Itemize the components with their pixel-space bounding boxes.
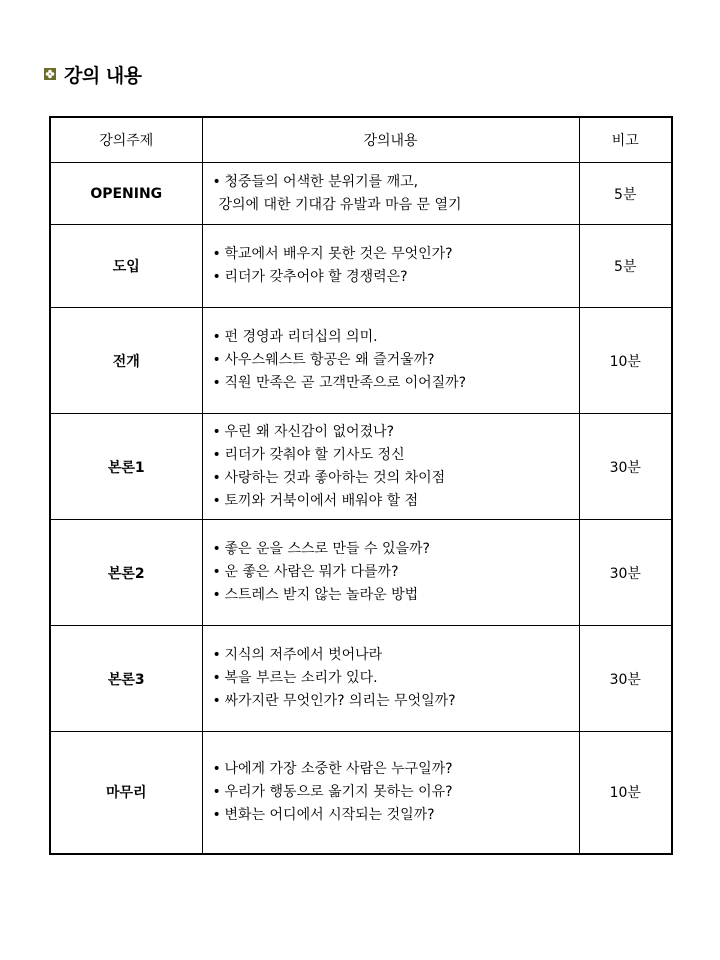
row-content (202, 732, 579, 854)
lecture-table (49, 116, 673, 855)
row-topic: 마무리 (50, 732, 202, 854)
table-row (50, 163, 672, 225)
row-topic: 도입 (50, 225, 202, 308)
header-content: 강의내용 (202, 117, 579, 163)
table-row (50, 308, 672, 414)
row-content (202, 308, 579, 414)
list-item: • 스트레스 받지 않는 놀라운 방법 (212, 587, 419, 603)
list-item: • 펀 경영과 리더십의 의미. (212, 329, 378, 345)
row-note: 5분 (579, 163, 672, 225)
row-note: 30분 (579, 414, 672, 520)
row-topic: 전개 (50, 308, 202, 414)
table-header-row (50, 117, 672, 163)
row-note: 30분 (579, 626, 672, 732)
list-item: • 사우스웨스트 항공은 왜 즐거울까? (212, 352, 435, 368)
row-content (202, 163, 579, 225)
row-content (202, 626, 579, 732)
list-item: • 나에게 가장 소중한 사람은 누구일까? (212, 760, 453, 777)
list-item: • 청중들의 어색한 분위기를 깨고, (212, 173, 419, 190)
row-note: 10분 (579, 308, 672, 414)
row-topic: OPENING (50, 163, 202, 225)
list-item: • 지식의 저주에서 벗어나라 (212, 647, 383, 663)
list-item: • 운 좋은 사람은 뭐가 다를까? (212, 564, 399, 580)
list-item: • 우린 왜 자신감이 없어졌나? (212, 423, 395, 440)
row-topic: 본론1 (50, 414, 202, 520)
row-note: 5분 (579, 225, 672, 308)
table-row (50, 225, 672, 308)
list-item: • 토끼와 거북이에서 배워야 할 점 (212, 492, 419, 509)
list-item: • 복을 부르는 소리가 있다. (212, 670, 378, 686)
header-note: 비고 (579, 117, 672, 163)
row-content (202, 414, 579, 520)
list-item: • 좋은 운을 스스로 만들 수 있을까? (212, 541, 430, 557)
row-content (202, 225, 579, 308)
table-row (50, 414, 672, 520)
list-item: • 변화는 어디에서 시작되는 것일까? (212, 806, 435, 823)
row-content (202, 520, 579, 626)
row-note: 30분 (579, 520, 672, 626)
clover-bullet-icon (44, 68, 56, 80)
row-topic: 본론3 (50, 626, 202, 732)
list-item: • 학교에서 배우지 못한 것은 무엇인가? (212, 246, 453, 262)
list-item: • 사랑하는 것과 좋아하는 것의 차이점 (212, 469, 446, 486)
list-item: • 리더가 갖추어야 할 경쟁력은? (212, 269, 408, 285)
section-heading (44, 60, 142, 88)
table-row (50, 732, 672, 854)
row-note: 10분 (579, 732, 672, 854)
table-row (50, 626, 672, 732)
list-item: • 우리가 행동으로 옮기지 못하는 이유? (212, 783, 453, 800)
header-topic: 강의주제 (50, 117, 202, 163)
list-item: • 직원 만족은 곧 고객만족으로 이어질까? (212, 375, 467, 391)
section-title: 강의 내용 (64, 64, 142, 87)
list-item: • 리더가 갖춰야 할 기사도 정신 (212, 446, 405, 463)
row-topic: 본론2 (50, 520, 202, 626)
list-item-continuation: 강의에 대한 기대감 유발과 마음 문 열기 (218, 196, 462, 213)
list-item: • 싸가지란 무엇인가? 의리는 무엇일까? (212, 693, 456, 709)
table-row (50, 520, 672, 626)
